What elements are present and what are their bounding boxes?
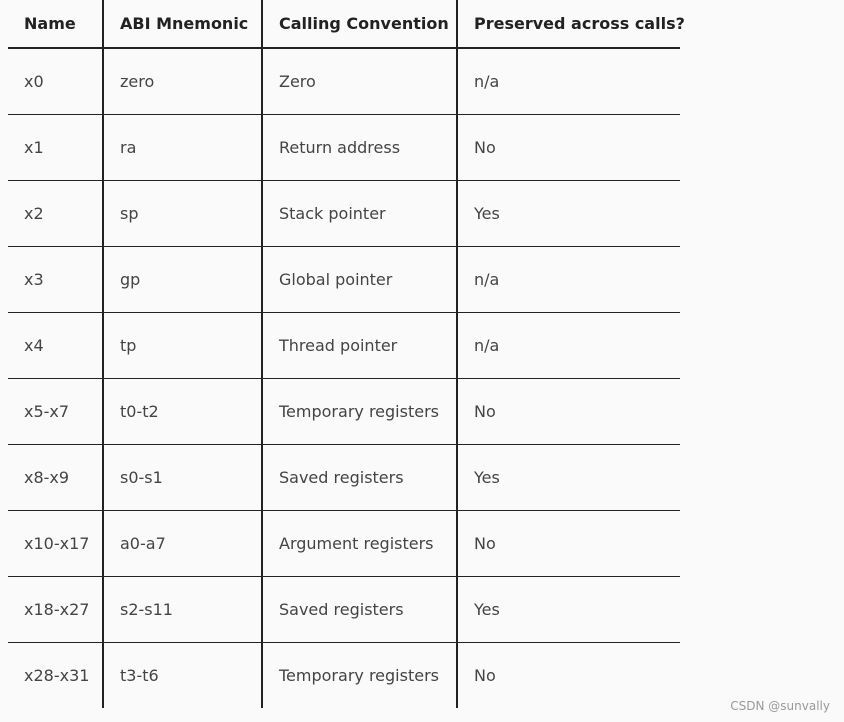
header-preserved: Preserved across calls? xyxy=(457,0,680,48)
cell-convention: Stack pointer xyxy=(262,180,457,246)
cell-convention: Thread pointer xyxy=(262,312,457,378)
table-row xyxy=(8,444,680,510)
cell-preserved: n/a xyxy=(457,312,680,378)
cell-preserved: No xyxy=(457,642,680,708)
header-name: Name xyxy=(8,0,103,48)
header-abi-mnemonic: ABI Mnemonic xyxy=(103,0,262,48)
cell-name: x10-x17 xyxy=(8,510,103,576)
cell-name: x18-x27 xyxy=(8,576,103,642)
cell-name: x2 xyxy=(8,180,103,246)
cell-convention: Global pointer xyxy=(262,246,457,312)
cell-convention: Temporary registers xyxy=(262,642,457,708)
table-row xyxy=(8,48,680,114)
table-row xyxy=(8,642,680,708)
cell-name: x5-x7 xyxy=(8,378,103,444)
cell-name: x0 xyxy=(8,48,103,114)
table-row xyxy=(8,312,680,378)
table-header-row xyxy=(8,0,680,48)
cell-name: x8-x9 xyxy=(8,444,103,510)
cell-name: x3 xyxy=(8,246,103,312)
cell-mnemonic: sp xyxy=(103,180,262,246)
cell-convention: Saved registers xyxy=(262,576,457,642)
cell-mnemonic: zero xyxy=(103,48,262,114)
cell-mnemonic: s0-s1 xyxy=(103,444,262,510)
cell-preserved: n/a xyxy=(457,246,680,312)
table-row xyxy=(8,180,680,246)
cell-mnemonic: tp xyxy=(103,312,262,378)
register-table xyxy=(8,0,685,708)
cell-convention: Zero xyxy=(262,48,457,114)
table-row xyxy=(8,510,680,576)
cell-convention: Temporary registers xyxy=(262,378,457,444)
cell-name: x4 xyxy=(8,312,103,378)
cell-preserved: No xyxy=(457,378,680,444)
cell-name: x1 xyxy=(8,114,103,180)
cell-preserved: Yes xyxy=(457,576,680,642)
cell-mnemonic: t0-t2 xyxy=(103,378,262,444)
header-calling-convention: Calling Convention xyxy=(262,0,457,48)
cell-preserved: No xyxy=(457,510,680,576)
cell-mnemonic: t3-t6 xyxy=(103,642,262,708)
cell-mnemonic: ra xyxy=(103,114,262,180)
cell-preserved: n/a xyxy=(457,48,680,114)
watermark: CSDN @sunvally xyxy=(730,699,830,713)
cell-convention: Saved registers xyxy=(262,444,457,510)
cell-mnemonic: a0-a7 xyxy=(103,510,262,576)
table-row xyxy=(8,114,680,180)
cell-name: x28-x31 xyxy=(24,665,90,685)
table-row xyxy=(8,576,680,642)
cell-convention: Return address xyxy=(262,114,457,180)
table-row xyxy=(8,378,680,444)
cell-mnemonic: s2-s11 xyxy=(103,576,262,642)
cell-preserved: No xyxy=(457,114,680,180)
cell-preserved: Yes xyxy=(457,180,680,246)
cell-convention: Argument registers xyxy=(262,510,457,576)
cell-mnemonic: gp xyxy=(103,246,262,312)
table-row xyxy=(8,246,680,312)
cell-preserved: Yes xyxy=(457,444,680,510)
